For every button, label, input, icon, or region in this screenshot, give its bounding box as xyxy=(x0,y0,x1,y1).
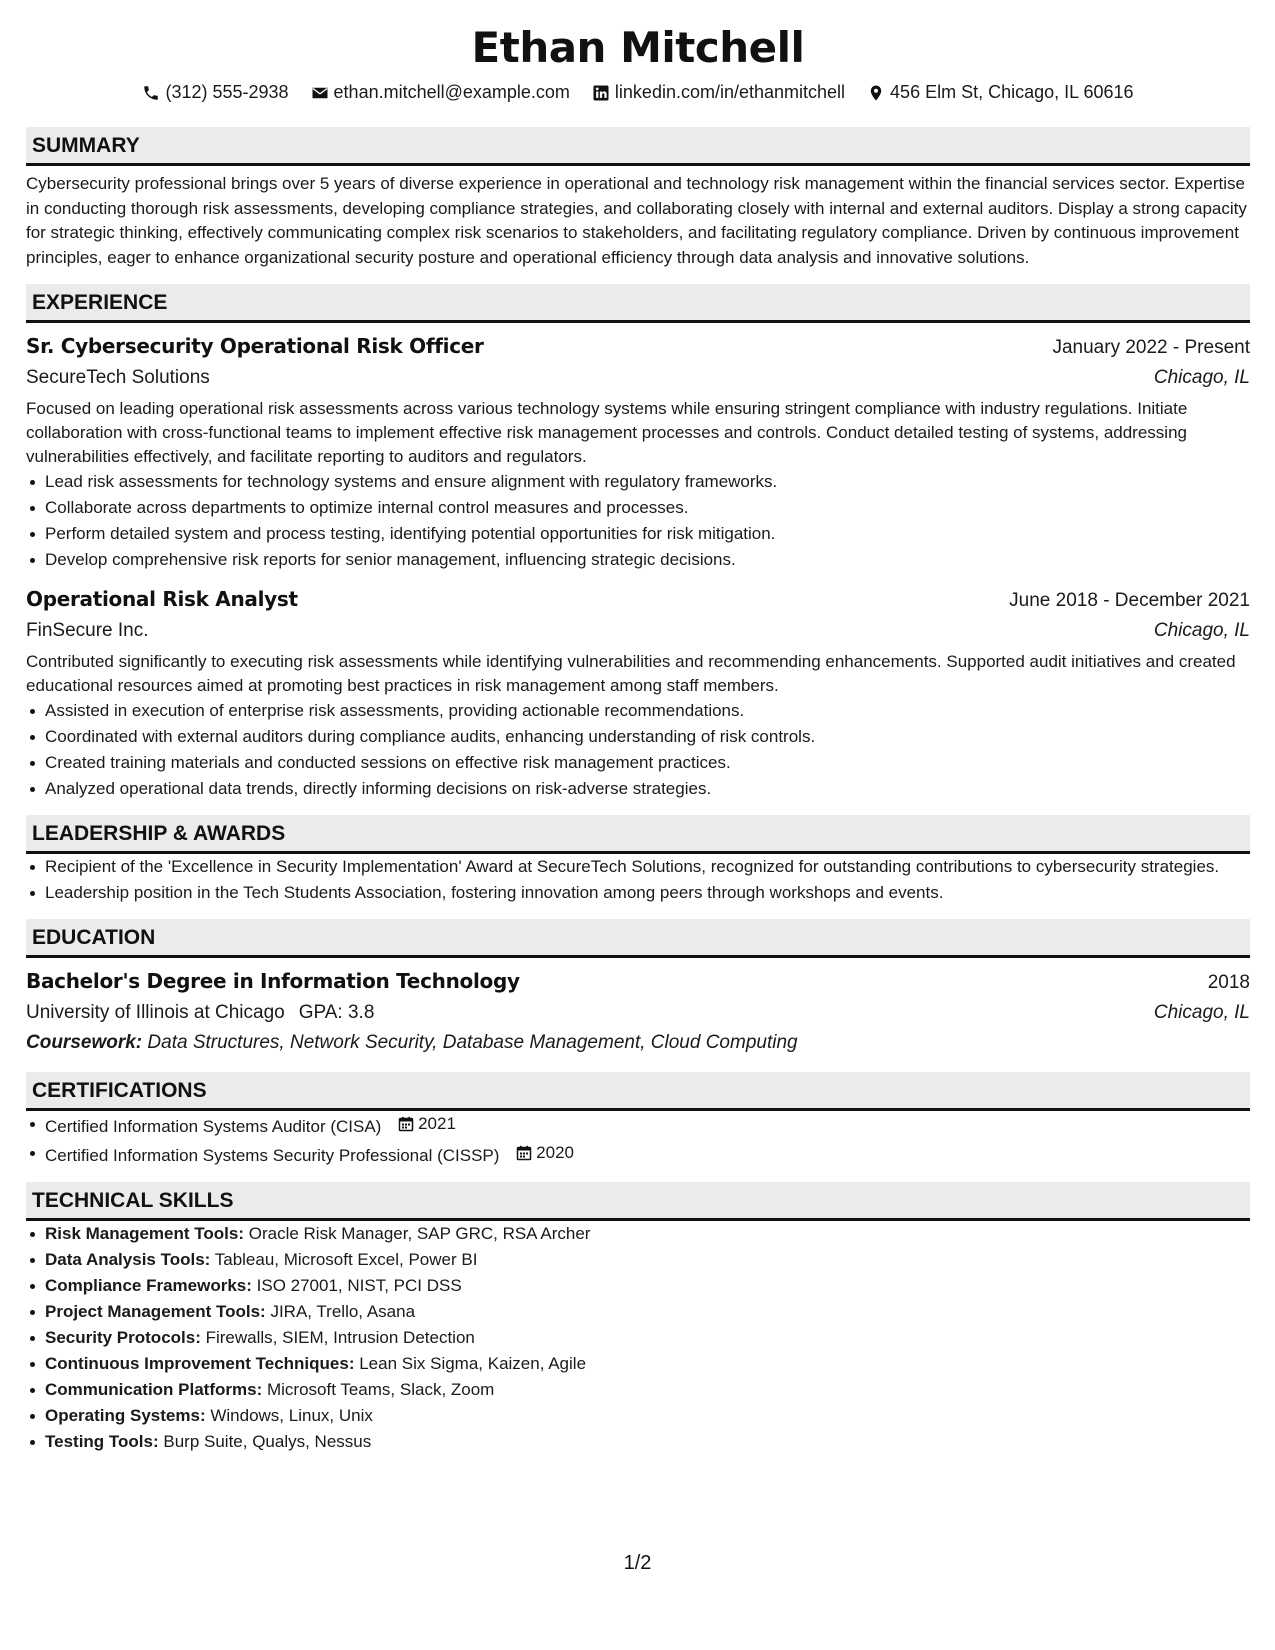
school-line xyxy=(26,998,374,1028)
envelope-icon xyxy=(311,84,329,102)
job-location: Chicago, IL xyxy=(1153,620,1250,641)
list-item: Analyzed operational data trends, directly informing decisions on risk-adverse strategies. xyxy=(26,777,1250,801)
skill-label: Operating Systems: xyxy=(45,1406,206,1425)
address-text: 456 Elm St, Chicago, IL 60616 xyxy=(890,82,1134,102)
cert-year: 2020 xyxy=(536,1143,574,1162)
list-item: Perform detailed system and process testing, identifying potential opportunities for risk mitigation. xyxy=(26,522,1250,546)
graduation-year: 2018 xyxy=(1207,972,1250,993)
skill-label: Risk Management Tools: xyxy=(45,1224,244,1243)
job-company: FinSecure Inc. xyxy=(26,620,149,641)
linkedin-text: linkedin.com/in/ethanmitchell xyxy=(614,82,846,102)
school-name: University of Illinois at Chicago xyxy=(26,1002,285,1023)
contact-phone xyxy=(142,82,288,103)
contact-email[interactable] xyxy=(311,82,570,103)
cert-name: Certified Information Systems Security Professional (CISSP) xyxy=(45,1146,500,1165)
list-item: Leadership position in the Tech Students Association, fostering innovation among peers through workshops and events. xyxy=(26,881,1250,905)
job-location: Chicago, IL xyxy=(1153,367,1250,388)
summary-header: SUMMARY xyxy=(26,127,1250,166)
education-entry xyxy=(26,966,1250,1058)
phone-text: (312) 555-2938 xyxy=(165,82,289,102)
contact-linkedin[interactable] xyxy=(592,82,845,103)
skill-label: Compliance Frameworks: xyxy=(45,1276,252,1295)
skill-value: Lean Six Sigma, Kaizen, Agile xyxy=(359,1354,587,1373)
cert-date xyxy=(516,1141,574,1165)
certifications-header: CERTIFICATIONS xyxy=(26,1072,1250,1111)
calendar-icon xyxy=(398,1116,414,1132)
skill-value: Microsoft Teams, Slack, Zoom xyxy=(266,1380,495,1399)
experience-header: EXPERIENCE xyxy=(26,284,1250,323)
skill-value: JIRA, Trello, Asana xyxy=(270,1302,416,1321)
job-bullets xyxy=(26,470,1250,572)
skill-value: Firewalls, SIEM, Intrusion Detection xyxy=(205,1328,475,1347)
job-entry xyxy=(26,331,1250,572)
phone-icon xyxy=(142,84,160,102)
job-company: SecureTech Solutions xyxy=(26,367,210,388)
list-item xyxy=(26,1378,1250,1402)
skill-label: Communication Platforms: xyxy=(45,1380,263,1399)
job-dates: January 2022 - Present xyxy=(1052,337,1250,358)
awards-list xyxy=(26,855,1250,905)
list-item xyxy=(26,1430,1250,1454)
email-text: ethan.mitchell@example.com xyxy=(333,82,570,102)
coursework-list: Data Structures, Network Security, Database Management, Cloud Computing xyxy=(147,1032,798,1053)
list-item: Created training materials and conducted sessions on effective risk management practices. xyxy=(26,751,1250,775)
degree-title: Bachelor's Degree in Information Technology xyxy=(26,969,520,993)
job-description: Focused on leading operational risk assessments across various technology systems while ensuring stringent compliance with industry regulations. Initiate collaboration with cross-functional teams to implement effective risk management processes and controls. Conduct detailed testing of systems, addressing vulnerabilities effectively, and facilitate reporting to auditors and regulators. xyxy=(26,399,1188,466)
skill-label: Testing Tools: xyxy=(45,1432,159,1451)
resume-page xyxy=(26,22,1250,1456)
skill-label: Continuous Improvement Techniques: xyxy=(45,1354,355,1373)
list-item: Assisted in execution of enterprise risk assessments, providing actionable recommendations. xyxy=(26,699,1250,723)
job-description: Contributed significantly to executing risk assessments while identifying vulnerabilities and recommending enhancements. Supported audit initiatives and created educational resources aimed at promoting best practices in risk management among staff members. xyxy=(26,652,1236,695)
list-item xyxy=(26,1404,1250,1428)
job-title: Operational Risk Analyst xyxy=(26,587,298,611)
job-entry xyxy=(26,584,1250,801)
skill-label: Security Protocols: xyxy=(45,1328,201,1347)
contact-address xyxy=(867,82,1133,103)
skill-value: Windows, Linux, Unix xyxy=(210,1406,373,1425)
cert-name: Certified Information Systems Auditor (CISA) xyxy=(45,1117,382,1136)
skill-value: Oracle Risk Manager, SAP GRC, RSA Archer xyxy=(248,1224,591,1243)
skill-value: Tableau, Microsoft Excel, Power BI xyxy=(214,1250,478,1269)
coursework xyxy=(26,1028,1250,1058)
cert-year: 2021 xyxy=(418,1114,456,1133)
page-number: 1/2 xyxy=(623,1552,652,1574)
map-pin-icon xyxy=(867,84,885,102)
skill-label: Project Management Tools: xyxy=(45,1302,266,1321)
contact-bar xyxy=(26,82,1250,103)
skills-list xyxy=(26,1222,1250,1454)
list-item: Recipient of the 'Excellence in Security Implementation' Award at SecureTech Solutions, recognized for outstanding contributions to cybersecurity strategies. xyxy=(26,855,1250,879)
school-location: Chicago, IL xyxy=(1153,1002,1250,1023)
list-item xyxy=(26,1352,1250,1376)
calendar-icon xyxy=(516,1145,532,1161)
list-item xyxy=(26,1274,1250,1298)
leadership-header: LEADERSHIP & AWARDS xyxy=(26,815,1250,854)
list-item xyxy=(26,1248,1250,1272)
list-item xyxy=(26,1300,1250,1324)
skill-value: ISO 27001, NIST, PCI DSS xyxy=(256,1276,462,1295)
job-title: Sr. Cybersecurity Operational Risk Officer xyxy=(26,334,484,358)
list-item xyxy=(26,1326,1250,1350)
candidate-name: Ethan Mitchell xyxy=(471,23,805,72)
coursework-label: Coursework: xyxy=(26,1032,143,1053)
certifications-list xyxy=(26,1112,1250,1168)
skill-label: Data Analysis Tools: xyxy=(45,1250,211,1269)
list-item xyxy=(26,1141,1250,1168)
gpa: GPA: 3.8 xyxy=(298,1002,375,1023)
job-bullets xyxy=(26,699,1250,801)
list-item xyxy=(26,1222,1250,1246)
job-dates: June 2018 - December 2021 xyxy=(1009,590,1250,611)
list-item xyxy=(26,1112,1250,1139)
skill-value: Burp Suite, Qualys, Nessus xyxy=(163,1432,372,1451)
cert-date xyxy=(398,1112,456,1136)
skills-header: TECHNICAL SKILLS xyxy=(26,1182,1250,1221)
summary-text: Cybersecurity professional brings over 5 years of diverse experience in operational and technology risk management within the financial services sector. Expertise in conducting thorough risk assessments, developing compliance strategies, and collaborating closely with internal and external auditors. Display a strong capacity for strategic thinking, effectively communicating complex risk scenarios to stakeholders, and facilitating regulatory compliance. Driven by continuous improvement principles, eager to enhance organizational security posture and operational efficiency through data analysis and innovative solutions. xyxy=(26,174,1247,267)
list-item: Coordinated with external auditors during compliance audits, enhancing understanding of risk controls. xyxy=(26,725,1250,749)
list-item: Collaborate across departments to optimize internal control measures and processes. xyxy=(26,496,1250,520)
list-item: Develop comprehensive risk reports for senior management, influencing strategic decisions. xyxy=(26,548,1250,572)
linkedin-icon xyxy=(592,84,610,102)
list-item: Lead risk assessments for technology systems and ensure alignment with regulatory frameworks. xyxy=(26,470,1250,494)
education-header: EDUCATION xyxy=(26,919,1250,958)
